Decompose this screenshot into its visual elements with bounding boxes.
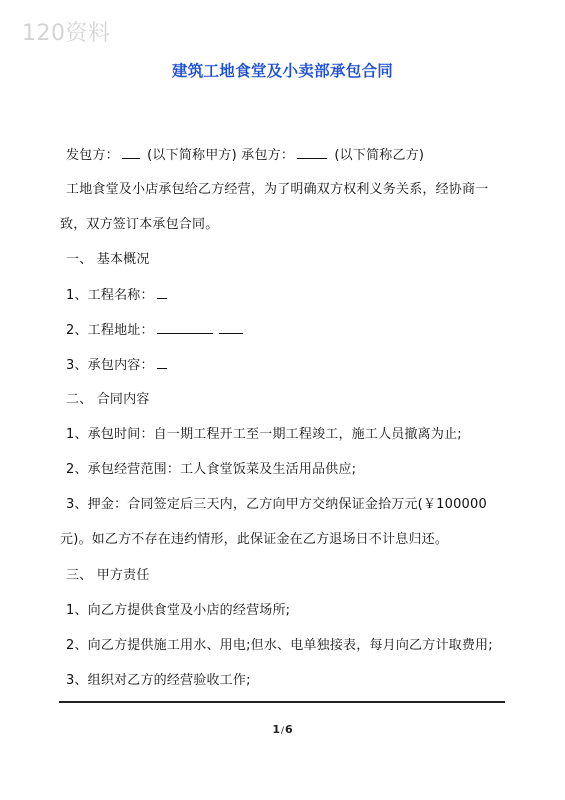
project-address-blank-2 <box>219 321 243 334</box>
section-1-heading: 一、 基本概况 <box>66 252 150 267</box>
section-1-item-2 <box>66 321 246 340</box>
parties-line <box>66 146 424 165</box>
intro-line-1: 工地食堂及小店承包给乙方经营，为了明确双方权利义务关系，经协商一 <box>66 182 489 197</box>
current-page: 1 <box>272 723 280 736</box>
project-address-label: 2、工程地址： <box>66 323 154 338</box>
document-title: 建筑工地食堂及小卖部承包合同 <box>171 62 394 80</box>
project-address-blank-1 <box>157 321 213 334</box>
project-name-blank <box>157 286 167 299</box>
section-3-item-1: 1、向乙方提供食堂及小店的经营场所; <box>66 603 291 618</box>
section-3-heading: 三、 甲方责任 <box>66 568 150 583</box>
party-b-note: (以下简称乙方) <box>334 148 425 163</box>
project-name-label: 1、工程名称： <box>66 288 154 303</box>
section-2-item-1: 1、承包时间：自一期工程开工至一期工程竣工，施工人员撤离为止; <box>66 427 462 442</box>
section-3-item-3: 3、组织对乙方的经营验收工作; <box>66 673 251 688</box>
party-a-blank <box>122 146 140 159</box>
section-1-item-3 <box>66 356 170 375</box>
section-2-item-2: 2、承包经营范围：工人食堂饭菜及生活用品供应; <box>66 462 357 477</box>
contract-scope-blank <box>157 356 167 369</box>
page-separator: / <box>280 726 285 736</box>
watermark: 120资料 <box>22 21 111 46</box>
section-2-item-3-line-1: 3、押金：合同签定后三天内，乙方向甲方交纳保证金拾万元(￥100000 <box>66 497 487 512</box>
total-pages: 6 <box>285 723 293 736</box>
page-indicator <box>0 723 565 736</box>
footer-divider <box>59 701 505 703</box>
party-b-label: 承包方： <box>241 148 295 163</box>
party-a-note: (以下简称甲方) <box>147 148 237 163</box>
section-2-heading: 二、 合同内容 <box>66 392 150 407</box>
party-a-label: 发包方： <box>66 148 119 163</box>
section-1-item-1 <box>66 286 170 305</box>
contract-scope-label: 3、承包内容： <box>66 358 154 373</box>
party-b-blank <box>297 146 327 159</box>
section-2-item-3-line-2: 元)。如乙方不存在违约情形，此保证金在乙方退场日不计息归还。 <box>60 532 449 547</box>
intro-line-2: 致，双方签订本承包合同。 <box>60 217 219 232</box>
section-3-item-2: 2、向乙方提供施工用水、用电;但水、电单独接表，每月向乙方计取费用; <box>66 638 493 653</box>
